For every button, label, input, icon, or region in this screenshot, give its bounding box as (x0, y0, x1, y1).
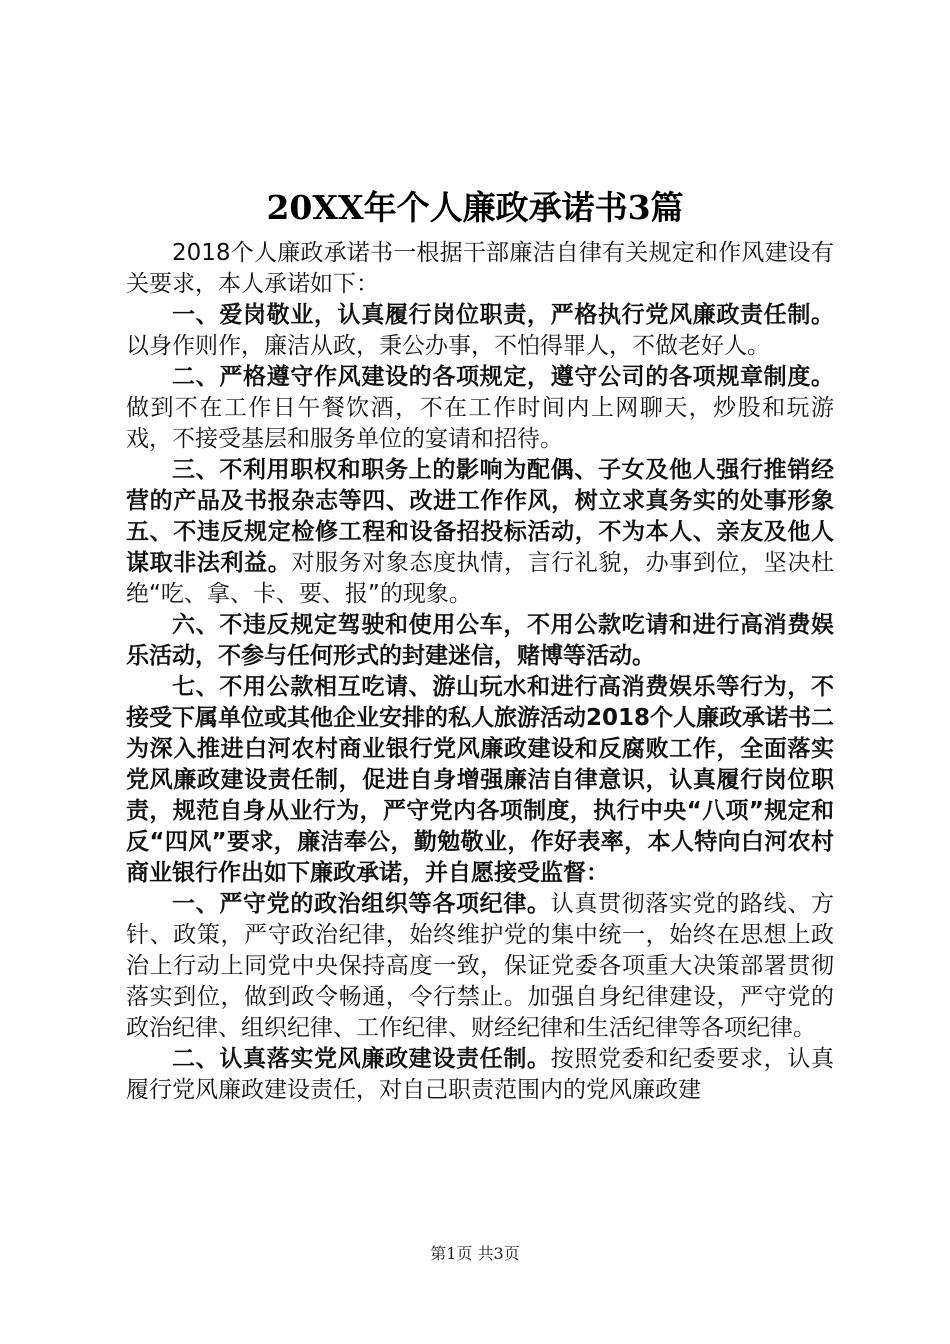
paragraph-text: 按照党委和纪委要求，认真履行党风廉政建设责任，对自己职责范围内的党风廉政建 (126, 1046, 835, 1103)
paragraph-heading: 三、不利用职权和职务上的影响为配偶、子女及他人强行推销经营的产品及书报杂志等四、改进工作作风，树立求真务实的处事形象五、不违反规定检修工程和设备招投标活动，不为本人、亲友及他人谋取非法利益。 (126, 457, 834, 576)
paragraph-text: 认真贯彻落实党的路线、方针、政策，严守政治纪律，始终维护党的集中统一，始终在思想上政治上行动上同党中央保持高度一致，保证党委各项重大决策部署贯彻落实到位，做到政令畅通，令行禁止。加强自身纪律建设，严守党的政治纪律、组织纪律、工作纪律、财经纪律和生活纪律等各项纪律。 (126, 891, 835, 1041)
paragraph-text: 做到不在工作日午餐饮酒，不在工作时间内上网聊天，炒股和玩游戏，不接受基层和服务单位的宴请和招待。 (126, 395, 834, 452)
paragraph (126, 238, 834, 300)
document-title: 20XX年个人廉政承诺书3篇 (266, 188, 684, 227)
paragraph-heading: 二、认真落实党风廉政建设责任制。 (172, 1046, 551, 1072)
paragraph-heading: 一、爱岗敬业，认真履行岗位职责，严格执行党风廉政责任制。 (172, 302, 834, 328)
paragraph (126, 610, 834, 672)
paragraph-text: 对服务对象态度执情，言行礼貌，办事到位，坚决杜绝“吃、拿、卡、要、报”的现象。 (126, 550, 835, 607)
paragraph-text: 以身作则作，廉洁从政，秉公办事，不怕得罪人，不做老好人。 (126, 333, 770, 359)
paragraph-heading: 七、不用公款相互吃请、游山玩水和进行高消费娱乐等行为，不接受下属单位或其他企业安排的私人旅游活动2018个人廉政承诺书二为深入推进白河农村商业银行党风廉政建设和反腐败工作，全面落实党风廉政建设责任制，促进自身增强廉洁自律意识，认真履行岗位职责，规范自身从业行为，严守党内各项制度，执行中央“八项”规定和反“四风”要求，廉洁奉公，勤勉敬业，作好表率，本人特向白河农村商业银行作出如下廉政承诺，并自愿接受监督： (126, 674, 835, 886)
paragraph-heading: 一、严守党的政治组织等各项纪律。 (172, 891, 551, 917)
paragraph-text: 2018个人廉政承诺书一根据干部廉洁自律有关规定和作风建设有关要求，本人承诺如下： (126, 240, 834, 297)
page-footer: 第1页 共3页 (430, 1244, 520, 1263)
paragraph (126, 1044, 834, 1106)
paragraph (126, 889, 834, 1044)
paragraph (126, 455, 834, 610)
paragraph-heading: 二、严格遵守作风建设的各项规定，遵守公司的各项规章制度。 (172, 364, 834, 390)
paragraph-heading: 六、不违反规定驾驶和使用公车，不用公款吃请和进行高消费娱乐活动，不参与任何形式的封建迷信，赌博等活动。 (126, 612, 834, 669)
paragraph (126, 300, 834, 362)
paragraph (126, 672, 834, 889)
paragraph (126, 362, 834, 455)
document-body (126, 238, 834, 1106)
